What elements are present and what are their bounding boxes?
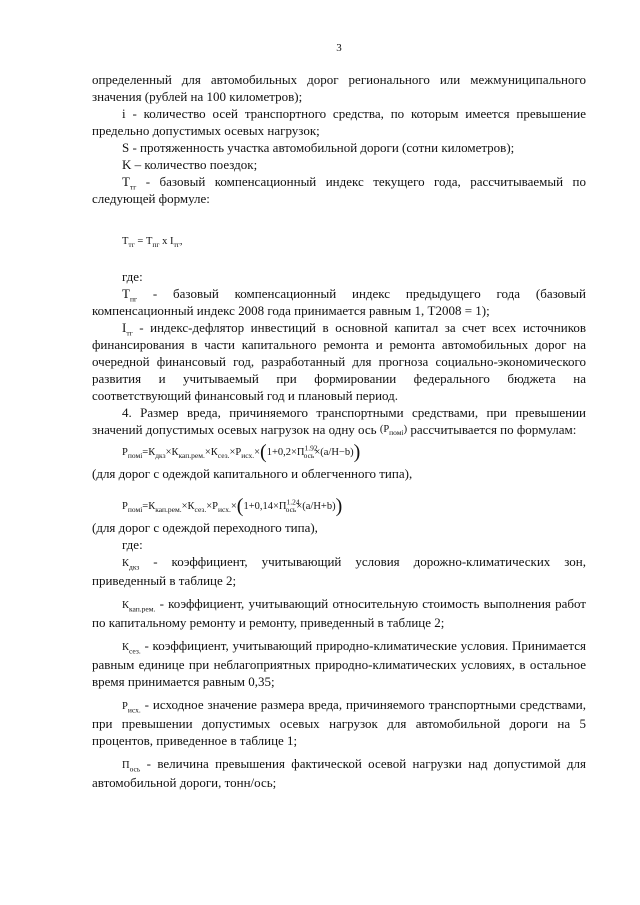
formula-transitional-road: $Р_{помі}=К_{кап.рем.}\times К_{сез.}\times Р_{исх.}\times(1+0,14\times П^{1.24}_{ось}\times(a/H+b))$	[122, 495, 343, 517]
paragraph-damage-size: 4. Размер вреда, причиняемого транспортными средствами, при превышении значений допустимых осевых нагрузок на одну ось $(Р_{помі})$ рассчитывается по формулам:	[92, 405, 586, 438]
paragraph-length: S - протяженность участка автомобильной дороги (сотни километров);	[122, 140, 515, 155]
paragraph-pisk: $Р_{исх.}$ - исходное значение размера вреда, причиняемого транспортными средствами, при превышении допустимых осевых нагрузок для автомобильной дороги на 5 процентов, приведенное в таблице 1;	[92, 697, 586, 748]
paragraph-ksez: $К_{сез.}$ - коэффициент, учитывающий природно-климатические условия. Принимается равным единице при неблагоприятных природно-климатических условиях, в остальное время принимается равным 0,35;	[92, 638, 586, 689]
formula-capital-road-caption: (для дорог с одеждой капитального и облегченного типа),	[92, 466, 413, 481]
where-label-1: где:	[122, 269, 143, 284]
paragraph-kdkz: $К_{дкз}$ - коэффициент, учитывающий условия дорожно-климатических зон, приведенный в таблице 2;	[92, 554, 586, 588]
symbol-t: Т	[122, 286, 130, 301]
definition-text: - базовый компенсационный индекс текущего года, рассчитываемый по следующей формуле:	[92, 174, 586, 206]
paragraph-kkap: $К_{кап.рем.}$ - коэффициент, учитывающий относительную стоимость выполнения работ по капитальному ремонту и ремонту, приведенный в таблице 2;	[92, 596, 586, 630]
paragraph-region-definition: определенный для автомобильных дорог регионального или межмуниципального значения (рублей на 100 километров);	[92, 72, 586, 104]
formula-capital-road: $Р_{помі}=К_{дкз}\times К_{кап.рем.}\times К_{сез.}\times Р_{исх.}\times(1+0,2\times П^{1.92}_{ось}\times(a/H-b))$	[122, 441, 361, 463]
symbol-subscript: тг	[129, 182, 137, 192]
paragraph-axles: i - количество осей транспортного средства, по которым имеется превышение предельно допустимых осевых нагрузок;	[92, 106, 586, 138]
paragraph-current-index	[92, 173, 586, 207]
paragraph-pos: $П_{ось}$ - величина превышения фактической осевой нагрузки над допустимой для автомобильной дороги, тонн/ось;	[92, 756, 586, 790]
page-number: 3	[336, 42, 342, 54]
where-label-2: где:	[122, 537, 143, 552]
symbol-t: Т	[122, 174, 130, 189]
formula-transitional-road-caption: (для дорог с одеждой переходного типа),	[92, 520, 318, 535]
symbol-pomi: $(Р_{помі})$	[379, 424, 408, 438]
formula-current-index: $Т_{тг} = Т_{пг}$ x $I_{тг}$,	[122, 236, 183, 250]
symbol-i: I	[122, 320, 127, 335]
paragraph-deflator-index: $I_{тг}$ - индекс-дефлятор инвестиций в основной капитал за счет всех источников финансирования в части капитального ремонта и ремонта автомобильных дорог на очередной финансовый год, разработанный для прогноза социально-экономического развития и учитываемый при формировании федерального бюджета на соответствующий финансовый год и плановый период.	[92, 320, 586, 403]
paragraph-previous-index: $Т_{пг}$ - базовый компенсационный индекс предыдущего года (базовый компенсационный индекс 2008 года принимается равным 1, Т2008 = 1);	[92, 286, 586, 318]
paragraph-trips: K – количество поездок;	[122, 157, 258, 172]
